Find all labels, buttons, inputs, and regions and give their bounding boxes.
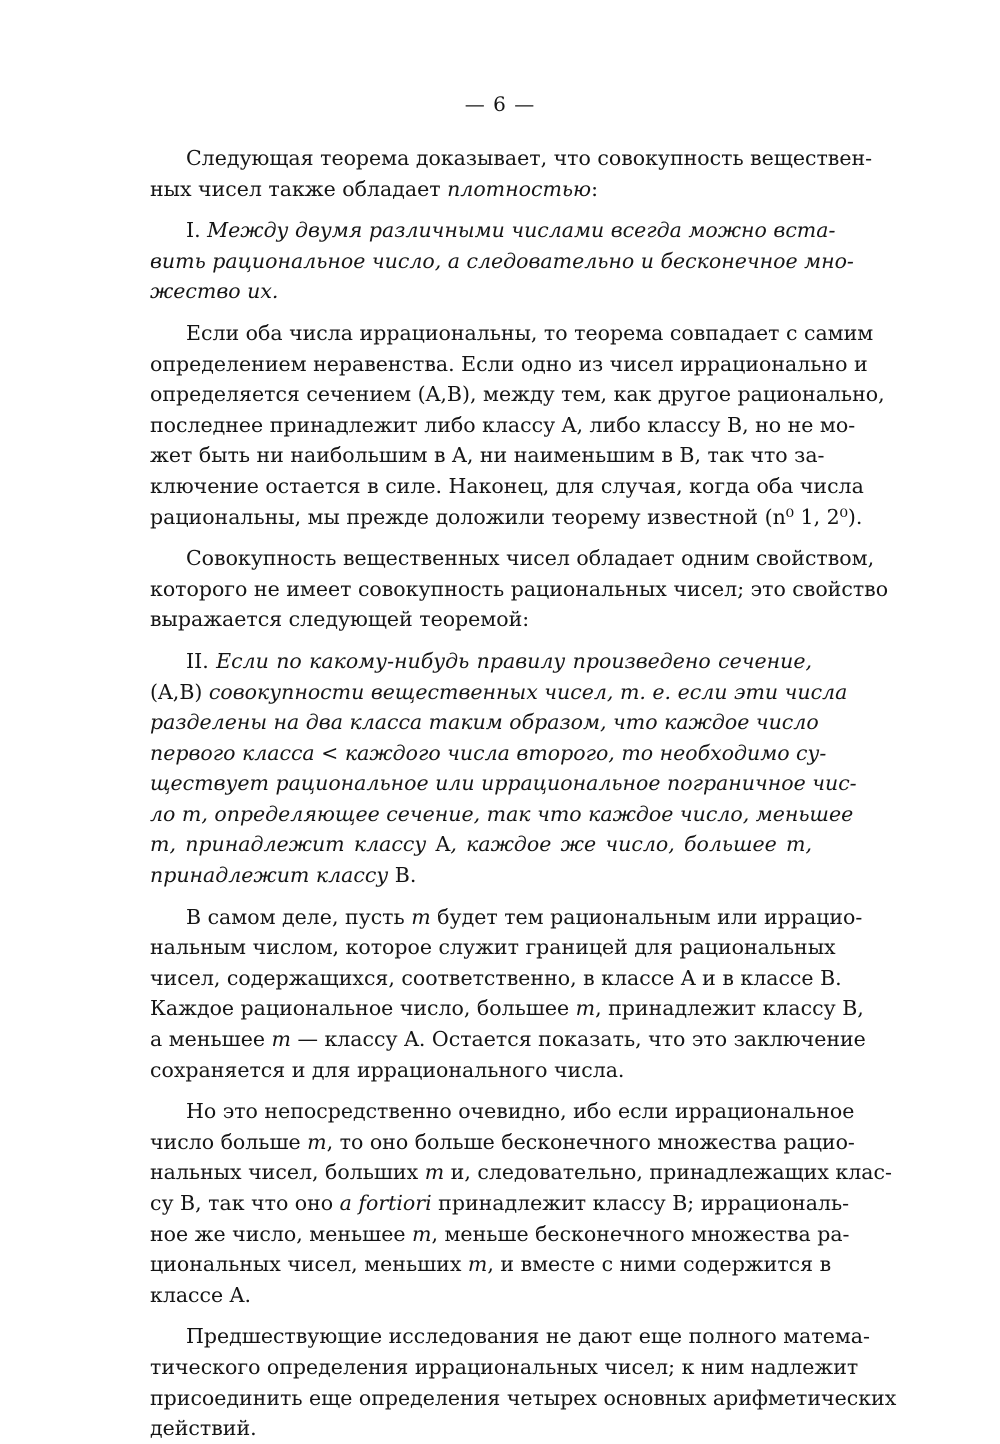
italic-run: ло m, определяющее сечение, так что каждое число, меньшее: [150, 801, 854, 826]
italic-run: принадлежит классу: [150, 863, 395, 888]
italic-run: жество их.: [150, 279, 279, 304]
text-line: [150, 932, 836, 963]
text-run: B.: [394, 863, 417, 888]
text-line: [150, 246, 854, 277]
text-line: [150, 276, 812, 307]
text-run: су B, так что оно: [150, 1191, 340, 1215]
text-run: чисел, содержащихся, соответственно, в классе A и в классе B.: [150, 965, 842, 990]
italic-run: , каждое же число, большее m,: [450, 832, 812, 857]
paragraph-gap: [150, 204, 812, 215]
text-line: [150, 1096, 855, 1127]
text-run: Каждое рациональное число, большее: [150, 996, 576, 1021]
text-line: [150, 502, 863, 533]
text-run: рациональны, мы прежде доложили теорему известной (n⁰ 1, 2⁰).: [150, 504, 863, 529]
text-line: [150, 471, 864, 502]
text-line: [150, 1024, 866, 1055]
text-run: :: [591, 176, 599, 201]
text-run: будет тем рациональным или иррацио-: [430, 904, 863, 929]
italic-run: m: [271, 1027, 291, 1052]
italic-run: m: [575, 996, 596, 1021]
text-line: [150, 738, 827, 769]
text-line: [150, 604, 812, 635]
text-run: циональных чисел, меньших: [150, 1252, 468, 1277]
text-line: [150, 1127, 855, 1158]
text-run: Если оба числа иррациональны, то теорема совпадает с самим: [186, 320, 874, 345]
text-line: [150, 543, 875, 574]
text-run: и, следовательно, принадлежащих клас-: [444, 1160, 892, 1185]
italic-run: m: [412, 1221, 432, 1246]
text-run: Предшествующие исследования не дают еще полного матема-: [186, 1324, 870, 1349]
text-line: [150, 1280, 812, 1311]
paragraph: [150, 646, 857, 891]
italic-run: совокупности вещественных чисел, т. е. если эти числа: [208, 679, 848, 704]
text-run: ных чисел также обладает: [150, 176, 448, 201]
text-line: [150, 646, 812, 677]
text-line: [150, 799, 854, 830]
text-line: [150, 860, 812, 891]
text-line: [150, 318, 874, 349]
text-run: , то оно больше бесконечного множества рацио-: [326, 1129, 855, 1154]
text-line: [150, 1352, 859, 1383]
text-run: II.: [186, 648, 217, 673]
italic-run: m: [307, 1129, 327, 1154]
text-run: — классу A. Остается показать, что это заключение: [290, 1027, 866, 1052]
text-run: Совокупность вещественных чисел обладает одним свойством,: [186, 546, 875, 571]
text-run: нальным числом, которое служит границей для рациональных: [150, 935, 836, 960]
italic-run: Если по какому-нибудь правилу произведено сечение,: [216, 648, 812, 673]
paragraph: [150, 902, 866, 1086]
page-number: — 6 —: [464, 92, 536, 116]
paragraph: [150, 215, 854, 307]
text-line: [150, 410, 856, 441]
text-line: [150, 1157, 892, 1188]
paragraph-gap: [150, 891, 812, 902]
text-line: [150, 707, 819, 738]
italic-run: m: [467, 1252, 488, 1277]
text-run: присоединить еще определения четырех основных арифметических: [150, 1385, 897, 1410]
paragraph-gap: [150, 1310, 812, 1321]
text-line: [150, 574, 889, 605]
body-text: [150, 143, 897, 1444]
text-line: [150, 1219, 850, 1250]
italic-run: первого класса < каждого числа второго, то необходимо су-: [150, 740, 827, 765]
text-line: [150, 902, 863, 933]
text-line: [150, 768, 857, 799]
text-line: [150, 963, 842, 994]
text-line: [150, 174, 812, 205]
paragraph: [150, 1321, 897, 1443]
paragraph-gap: [150, 307, 812, 318]
text-run: последнее принадлежит либо классу A, либо классу B, но не мо-: [150, 412, 856, 437]
text-line: [150, 829, 812, 860]
italic-run: ществует рациональное или иррациональное пограничное чис-: [150, 771, 857, 796]
paragraph-gap: [150, 532, 812, 543]
italic-run: m: [424, 1160, 445, 1185]
paragraph-gap: [150, 635, 812, 646]
text-run: определяется сечением (A,B), между тем, как другое рационально,: [150, 382, 885, 407]
text-run: принадлежит классу B; иррациональ-: [431, 1191, 850, 1215]
italic-run: m: [411, 904, 431, 929]
text-run: В самом деле, пусть: [186, 904, 412, 929]
paragraph: [150, 143, 873, 204]
text-line: [150, 993, 864, 1024]
paragraph: [150, 318, 885, 532]
italic-run: m, принадлежит классу: [150, 832, 436, 857]
text-run: сохраняется и для иррационального числа.: [150, 1057, 625, 1082]
paragraph: [150, 543, 889, 635]
text-line: [150, 349, 868, 380]
text-line: [150, 143, 873, 174]
paragraph: [150, 1096, 892, 1310]
italic-run: разделены на два класса таким образом, что каждое число: [150, 710, 819, 735]
text-run: число больше: [150, 1129, 308, 1154]
text-run: ключение остается в силе. Наконец, для случая, когда оба числа: [150, 473, 864, 498]
text-line: [150, 215, 836, 246]
text-run: I.: [186, 218, 208, 243]
text-line: [150, 379, 885, 410]
text-run: ное же число, меньшее: [150, 1221, 412, 1246]
text-run: (A,B): [150, 679, 209, 704]
text-run: , меньше бесконечного множества ра-: [431, 1221, 850, 1246]
text-run: определением неравенства. Если одно из чисел иррационально и: [150, 351, 868, 376]
text-line: [150, 1383, 897, 1414]
text-run: а меньшее: [150, 1027, 272, 1052]
text-line: [150, 677, 848, 708]
italic-run: a fortiori: [339, 1191, 432, 1215]
text-line: [150, 1321, 870, 1352]
italic-run: вить рациональное число, а следовательно и бесконечное мно-: [150, 248, 854, 273]
text-run: выражается следующей теоремой:: [150, 607, 530, 632]
text-run: которого не имеет совокупность рациональных чисел; это свойство: [150, 576, 889, 601]
text-run: A: [435, 832, 451, 857]
italic-run: плотностью: [447, 176, 592, 201]
text-run: нальных чисел, больших: [150, 1160, 425, 1185]
text-line: [150, 1055, 812, 1086]
text-run: Но это непосредственно очевидно, ибо если иррациональное: [186, 1099, 855, 1124]
text-line: [150, 1188, 850, 1219]
paragraph-gap: [150, 1085, 812, 1096]
text-line: [150, 1249, 832, 1280]
text-run: , принадлежит классу B,: [595, 996, 864, 1021]
text-run: Следующая теорема доказывает, что совокупность веществен-: [186, 146, 873, 170]
text-run: , и вместе с ними содержится в: [487, 1252, 832, 1277]
text-run: действий.: [150, 1416, 257, 1441]
text-run: классе A.: [150, 1282, 251, 1307]
text-line: [150, 440, 825, 471]
italic-run: Между двумя различными числами всегда можно вста-: [207, 218, 836, 243]
text-run: тического определения иррациональных чисел; к ним надлежит: [150, 1354, 859, 1379]
text-line: [150, 1413, 812, 1444]
text-run: жет быть ни наибольшим в A, ни наименьшим в B, так что за-: [150, 443, 825, 468]
